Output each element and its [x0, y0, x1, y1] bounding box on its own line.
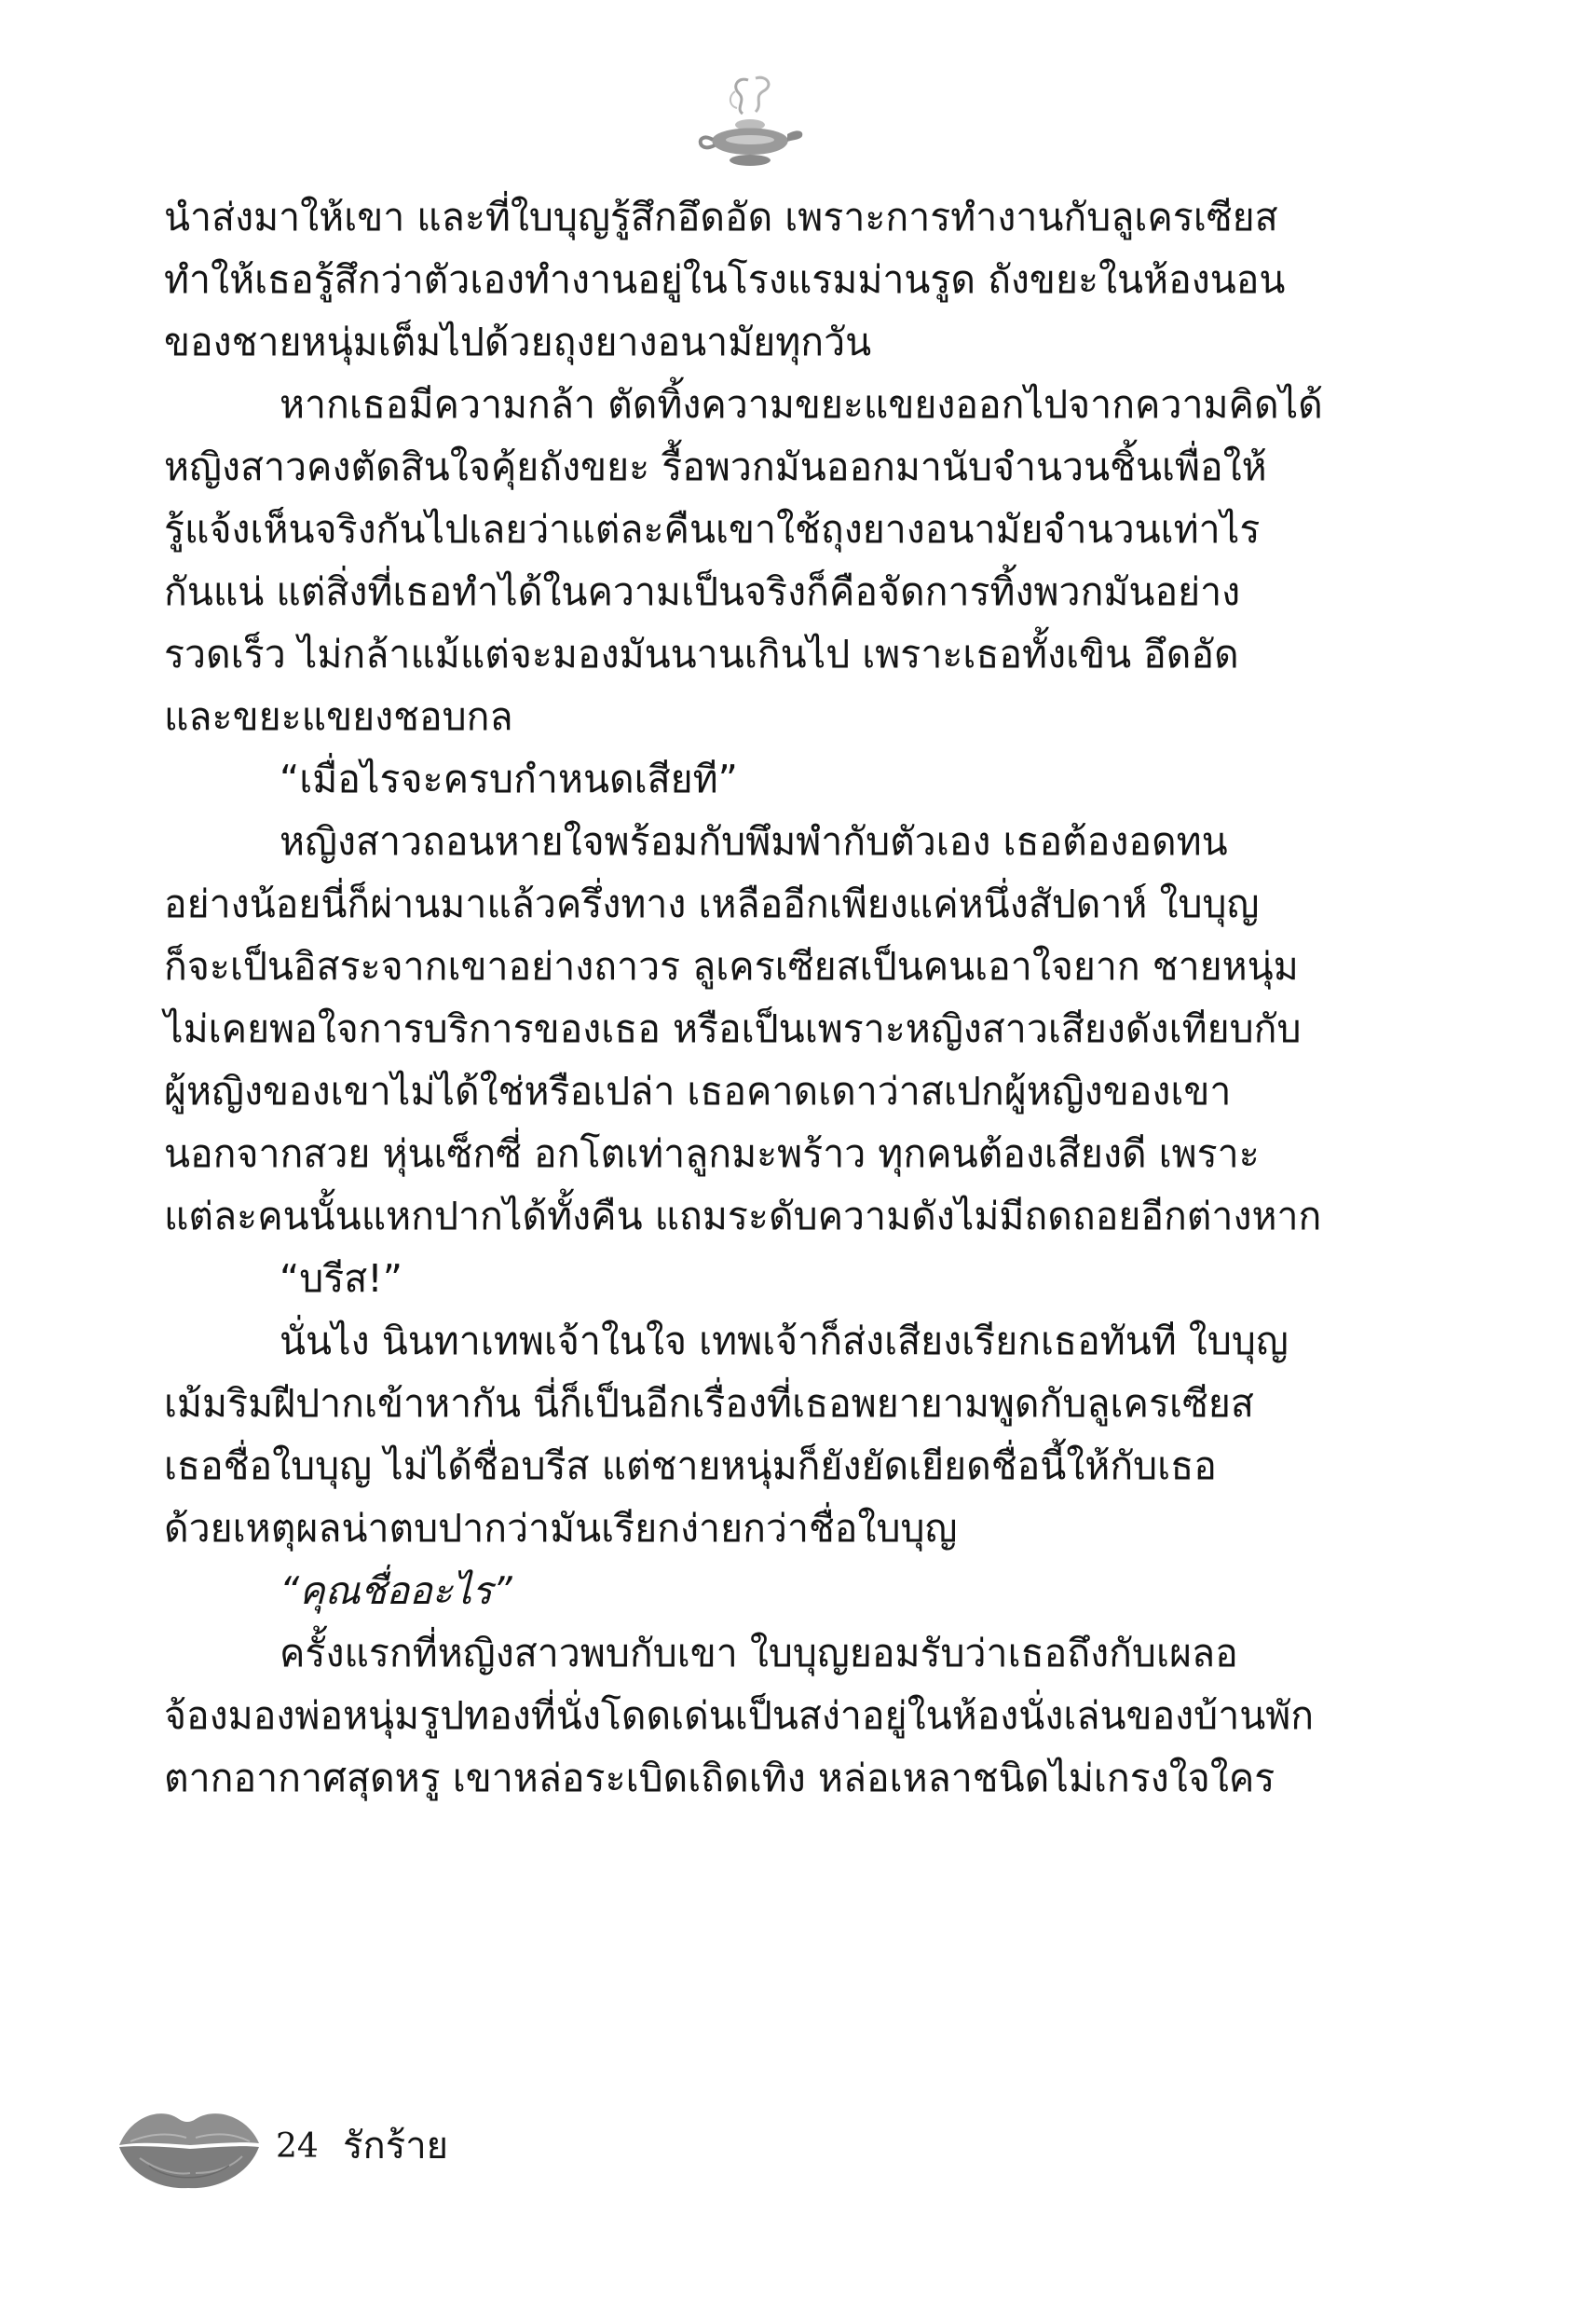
- text-line: และขยะแขยงชอบกล: [164, 694, 513, 739]
- text-line: จ้องมองพ่อหนุ่มรูปทองที่นั่งโดดเด่นเป็นสง่าอยู่ในห้องนั่งเล่นของบ้านพัก: [164, 1693, 1315, 1738]
- text-line: “บรีส!”: [280, 1256, 402, 1301]
- text-line: นั่นไง นินทาเทพเจ้าในใจ เทพเจ้าก็ส่งเสียงเรียกเธอทันที ใบบุญ: [280, 1319, 1289, 1363]
- page-footer: [112, 2097, 671, 2199]
- text-line: ครั้งแรกที่หญิงสาวพบกับเขา ใบบุญยอมรับว่าเธอถึงกับเผลอ: [280, 1631, 1238, 1675]
- body-text: [164, 186, 1375, 1810]
- text-line: หากเธอมีความกล้า ตัดทิ้งความขยะแขยงออกไปจากความคิดได้: [280, 382, 1323, 427]
- text-line: อย่างน้อยนี่ก็ผ่านมาแล้วครึ่งทาง เหลืออีกเพียงแค่หนึ่งสัปดาห์ ใบบุญ: [164, 882, 1260, 926]
- lips-icon: [112, 2097, 266, 2195]
- text-line: ผู้หญิงของเขาไม่ได้ใช่หรือเปล่า เธอคาดเดาว่าสเปกผู้หญิงของเขา: [164, 1069, 1232, 1114]
- text-line: หญิงสาวคงตัดสินใจคุ้ยถังขยะ รื้อพวกมันออกมานับจำนวนชิ้นเพื่อให้: [164, 444, 1267, 489]
- text-line: “คุณชื่ออะไร”: [280, 1568, 512, 1613]
- text-line: นอกจากสวย หุ่นเซ็กซี่ อกโตเท่าลูกมะพร้าว ทุกคนต้องเสียงดี เพราะ: [164, 1131, 1260, 1176]
- text-line: ก็จะเป็นอิสระจากเขาอย่างถาวร ลูเครเซียสเป็นคนเอาใจยาก ชายหนุ่ม: [164, 944, 1299, 989]
- text-line: รวดเร็ว ไม่กล้าแม้แต่จะมองมันนานเกินไป เพราะเธอทั้งเขิน อึดอัด: [164, 632, 1239, 677]
- text-line: แต่ละคนนั้นแหกปากได้ทั้งคืน แถมระดับความดังไม่มีถดถอยอีกต่างหาก: [164, 1194, 1322, 1238]
- text-line: กันแน่ แต่สิ่งที่เธอทำได้ในความเป็นจริงก็คือจัดการทิ้งพวกมันอย่าง: [164, 569, 1241, 614]
- text-line: ตากอากาศสุดหรู เขาหล่อระเบิดเถิดเทิง หล่อเหลาชนิดไม่เกรงใจใคร: [164, 1756, 1275, 1800]
- text-line: ไม่เคยพอใจการบริการของเธอ หรือเป็นเพราะหญิงสาวเสียงดังเทียบกับ: [164, 1006, 1302, 1051]
- text-line: รู้แจ้งเห็นจริงกันไปเลยว่าแต่ละคืนเขาใช้ถุงยางอนามัยจำนวนเท่าไร: [164, 507, 1261, 552]
- text-line: หญิงสาวถอนหายใจพร้อมกับพึมพำกับตัวเอง เธอต้องอดทน: [280, 819, 1228, 864]
- book-title: รักร้าย: [343, 2125, 449, 2167]
- text-line: ทำให้เธอรู้สึกว่าตัวเองทำงานอยู่ในโรงแรมม่านรูด ถังขยะในห้องนอน: [164, 257, 1286, 302]
- text-line: เธอชื่อใบบุญ ไม่ได้ชื่อบรีส แต่ชายหนุ่มก็ยังยัดเยียดชื่อนี้ให้กับเธอ: [164, 1443, 1217, 1488]
- text-line: ด้วยเหตุผลน่าตบปากว่ามันเรียกง่ายกว่าชื่อใบบุญ: [164, 1506, 958, 1551]
- magic-lamp-icon: [694, 73, 806, 175]
- text-line: เม้มริมฝีปากเข้าหากัน นี่ก็เป็นอีกเรื่องที่เธอพยายามพูดกับลูเครเซียส: [164, 1381, 1254, 1426]
- text-line: ของชายหนุ่มเต็มไปด้วยถุงยางอนามัยทุกวัน: [164, 320, 872, 364]
- page-number: 24: [276, 2127, 319, 2166]
- text-line: “เมื่อไรจะครบกำหนดเสียที”: [280, 757, 738, 801]
- text-line: นำส่งมาให้เขา และที่ใบบุญรู้สึกอึดอัด เพราะการทำงานกับลูเครเซียส: [164, 195, 1278, 239]
